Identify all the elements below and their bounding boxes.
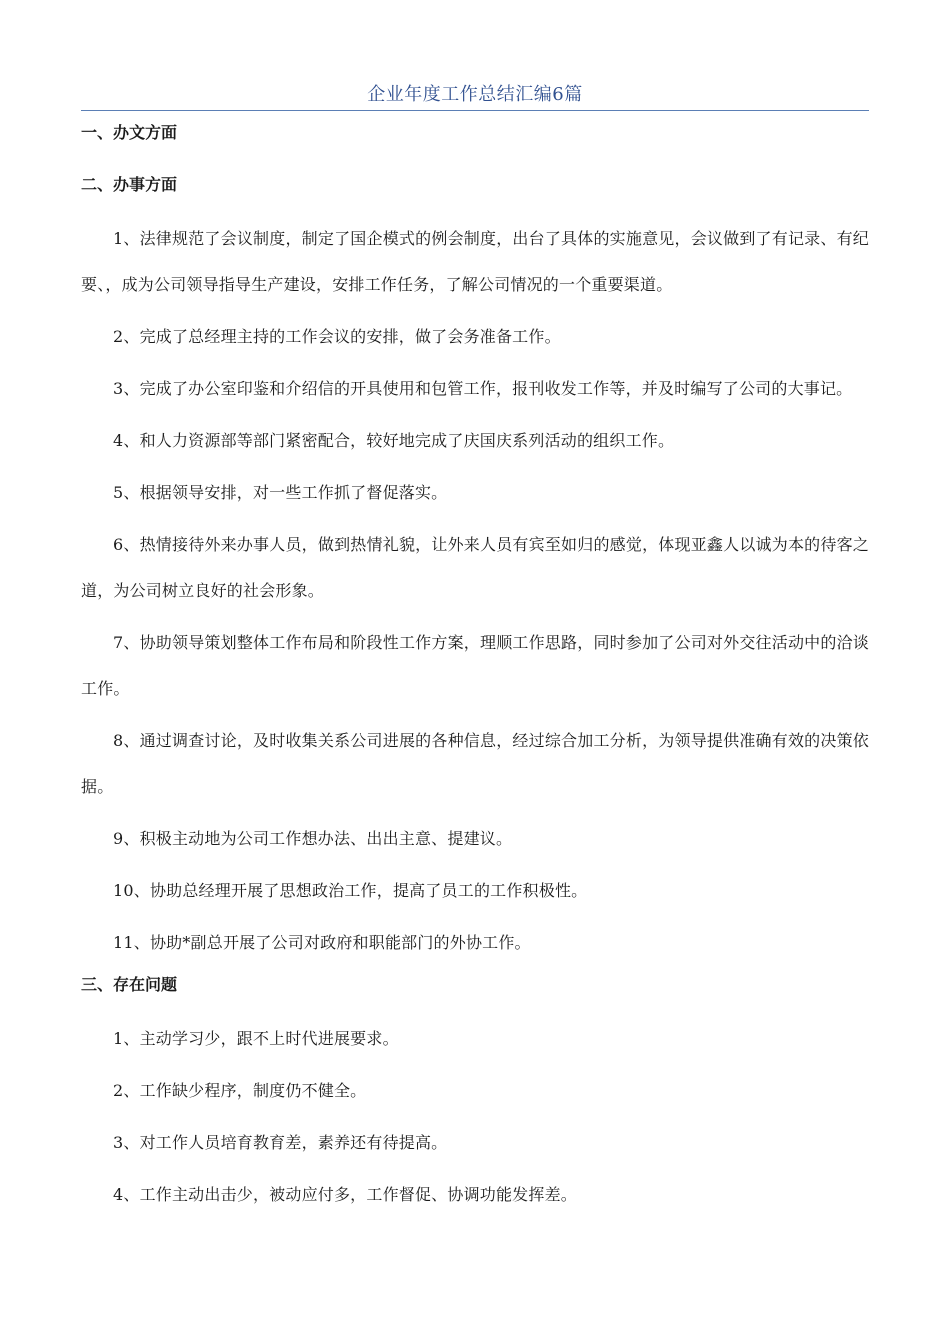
list-item: 5、根据领导安排，对一些工作抓了督促落实。 (113, 483, 448, 502)
list-item: 3、对工作人员培育教育差，素养还有待提高。 (113, 1133, 448, 1152)
section-heading-2: 二、办事方面 (81, 175, 178, 194)
section-heading-3: 三、存在问题 (81, 975, 178, 994)
section-2-list (81, 216, 869, 966)
list-item: 10、协助总经理开展了思想政治工作，提高了员工的工作积极性。 (113, 881, 588, 900)
page-header (81, 80, 869, 111)
list-item: 1、法律规范了会议制度，制定了国企模式的例会制度，出台了具体的实施意见，会议做到了有记录、有纪要、，成为公司领导指导生产建设，安排工作任务，了解公司情况的一个重要渠道。 (81, 229, 869, 294)
list-item: 6、热情接待外来办事人员，做到热情礼貌，让外来人员有宾至如归的感觉，体现亚鑫人以诚为本的待客之道，为公司树立良好的社会形象。 (81, 535, 869, 600)
document-body (81, 120, 869, 1224)
section-heading-1: 一、办文方面 (81, 123, 178, 142)
list-item: 7、协助领导策划整体工作布局和阶段性工作方案，理顺工作思路，同时参加了公司对外交往活动中的洽谈工作。 (81, 633, 869, 698)
document-title: 企业年度工作总结汇编6篇 (367, 84, 583, 105)
list-item: 9、积极主动地为公司工作想办法、出出主意、提建议。 (113, 829, 513, 848)
list-item: 1、主动学习少，跟不上时代进展要求。 (113, 1029, 399, 1048)
list-item: 8、通过调查讨论，及时收集关系公司进展的各种信息，经过综合加工分析，为领导提供准确有效的决策依据。 (81, 731, 869, 796)
list-item: 2、完成了总经理主持的工作会议的安排，做了会务准备工作。 (113, 327, 561, 346)
list-item: 2、工作缺少程序，制度仍不健全。 (113, 1081, 367, 1100)
list-item: 4、和人力资源部等部门紧密配合，较好地完成了庆国庆系列活动的组织工作。 (113, 431, 675, 450)
list-item: 4、工作主动出击少，被动应付多，工作督促、协调功能发挥差。 (113, 1185, 577, 1204)
list-item: 3、完成了办公室印鉴和介绍信的开具使用和包管工作，报刊收发工作等，并及时编写了公司的大事记。 (113, 379, 853, 398)
list-item: 11、协助*副总开展了公司对政府和职能部门的外协工作。 (113, 933, 531, 952)
section-3-list (81, 1016, 869, 1218)
